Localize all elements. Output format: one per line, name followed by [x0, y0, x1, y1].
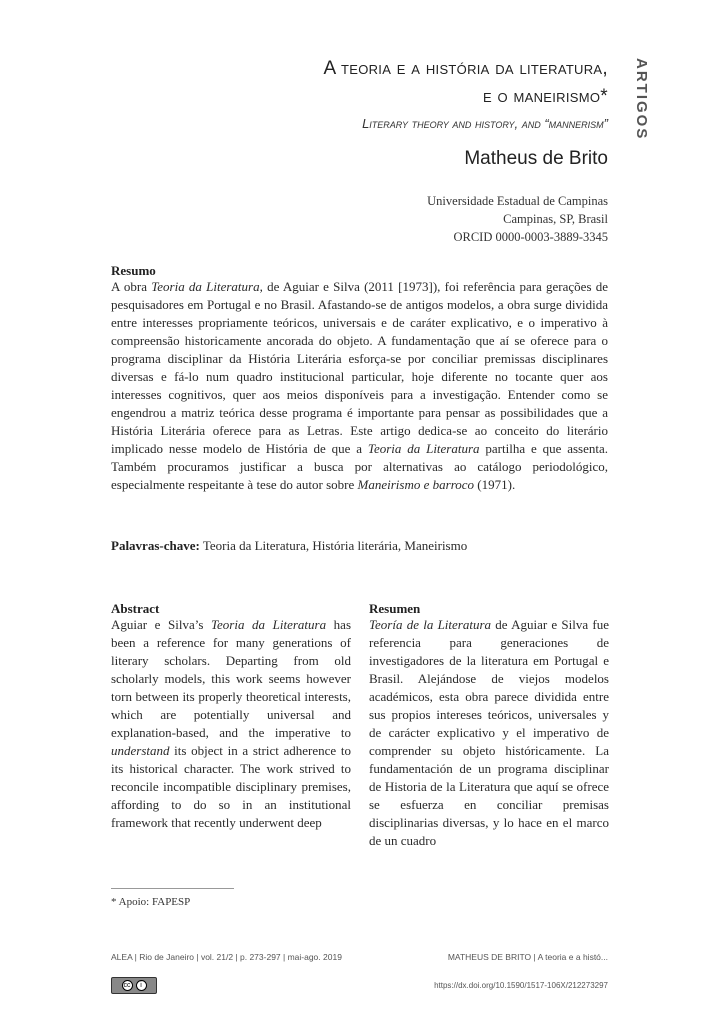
resumo-italic-1: Teoria da Literatura,	[151, 279, 263, 294]
resumen-heading: Resumen	[369, 601, 421, 616]
resumo-heading: Resumo	[111, 263, 156, 278]
cc-icon: cc	[123, 982, 131, 989]
resumen-text-1: de Aguiar e Silva fue referencia para generaciones de investigadores de la literatura em Portugal e Brasil. Alejándose de viejos modelos académicos, esta obra parece dividida entre sus propios intereses teóricos, universales y de carácter explicativo y el imperativo de comprender su objeto históricamente. La fundamentación de un programa disciplinar de Historia de la Literatura que aquí se ofrece se esfuerza en conciliar premisas disciplinarias diversas, y lo hace en el marco de un cuadro	[369, 617, 609, 848]
cc-by-license-badge[interactable]	[111, 977, 157, 994]
resumo-text-4: (1971).	[474, 477, 516, 492]
resumen-italic-1: Teoría de la Literatura	[369, 617, 492, 632]
article-subtitle: Literary theory and history, and “mannerism”	[362, 116, 608, 131]
resumo-text-3: partilha e que assenta. Também procuramos justificar a busca por alternativas ao catálogo periodológico, especialmente respeitante à tese do autor sobre	[111, 441, 608, 492]
abstract-body	[111, 616, 351, 832]
abstract-italic-2: understand	[111, 743, 170, 758]
footnote: * Apoio: FAPESP	[111, 896, 191, 908]
abstract-heading: Abstract	[111, 601, 160, 616]
article-title	[188, 55, 608, 111]
resumo-italic-2: Teoria da Literatura	[367, 441, 480, 456]
author-name: Matheus de Brito	[464, 148, 608, 169]
attribution-icon: i	[136, 980, 147, 991]
author-affiliation	[427, 192, 608, 246]
keywords	[111, 538, 608, 554]
keywords-value: Teoria da Literatura, História literária, Maneirismo	[199, 538, 468, 553]
running-head: MATHEUS DE BRITO | A teoria e a histó...	[447, 952, 608, 962]
affiliation-orcid[interactable]: ORCID 0000-0003-3889-3345	[453, 230, 608, 244]
journal-footer: ALEA | Rio de Janeiro | vol. 21/2 | p. 273-297 | mai-ago. 2019	[111, 952, 342, 962]
abstract-text-3: its object in a strict adherence to its historical character. The work strived to reconcile incompatible disciplinary premises, affording to do so in an institutional framework that recently underwent deep	[111, 743, 351, 830]
section-tab-artigos: ARTIGOS	[633, 58, 650, 141]
resumo-body	[111, 278, 608, 494]
affiliation-location: Campinas, SP, Brasil	[503, 212, 608, 226]
resumo-text-1: A obra	[111, 279, 152, 294]
affiliation-institution: Universidade Estadual de Campinas	[427, 194, 608, 208]
abstract-text-1: Aguiar e Silva’s	[111, 617, 211, 632]
abstract-italic-1: Teoria da Literatura	[211, 617, 327, 632]
abstract-text-2: has been a reference for many generations of literary scholars. Departing from old scholarly models, this work seems however torn between its properly theoretical interests, which are potentially universal and explanation-based, and the imperative to	[111, 617, 351, 740]
resumen-body	[369, 616, 609, 850]
footnote-divider	[111, 888, 234, 889]
article-title-line1: A teoria e a história da literatura,	[323, 58, 608, 79]
keywords-label: Palavras-chave:	[111, 538, 200, 553]
resumo-italic-3: Maneirismo e barroco	[357, 477, 475, 492]
doi-link[interactable]: https://dx.doi.org/10.1590/1517-106X/212273297	[434, 981, 608, 990]
resumo-text-2: de Aguiar e Silva (2011 [1973]), foi referência para gerações de pesquisadores em Portugal e no Brasil. Afastando-se de antigos modelos, a obra surge dividida entre interesses propriamente teóricos, universais e de caráter explicativo, e o imperativo à compreensão historicamente ancorada do objeto. A fundamentação que aí se oferece para o programa disciplinar da História Literária esforça-se por conciliar premissas disciplinares diversas e fá-lo num quadro institucional particular, hoje diferente no tocante quer aos interesses cognitivos, quer aos meios disponíveis para a investigação. Entender como se engendrou a matriz teórica desse programa é importante para pensar as possibilidades que a História Literária oferece para as Letras. Este artigo dedica-se ao conceito do literário implicado nesse modelo de História de que a	[111, 279, 608, 456]
article-title-line2: e o maneirismo*	[482, 86, 608, 107]
